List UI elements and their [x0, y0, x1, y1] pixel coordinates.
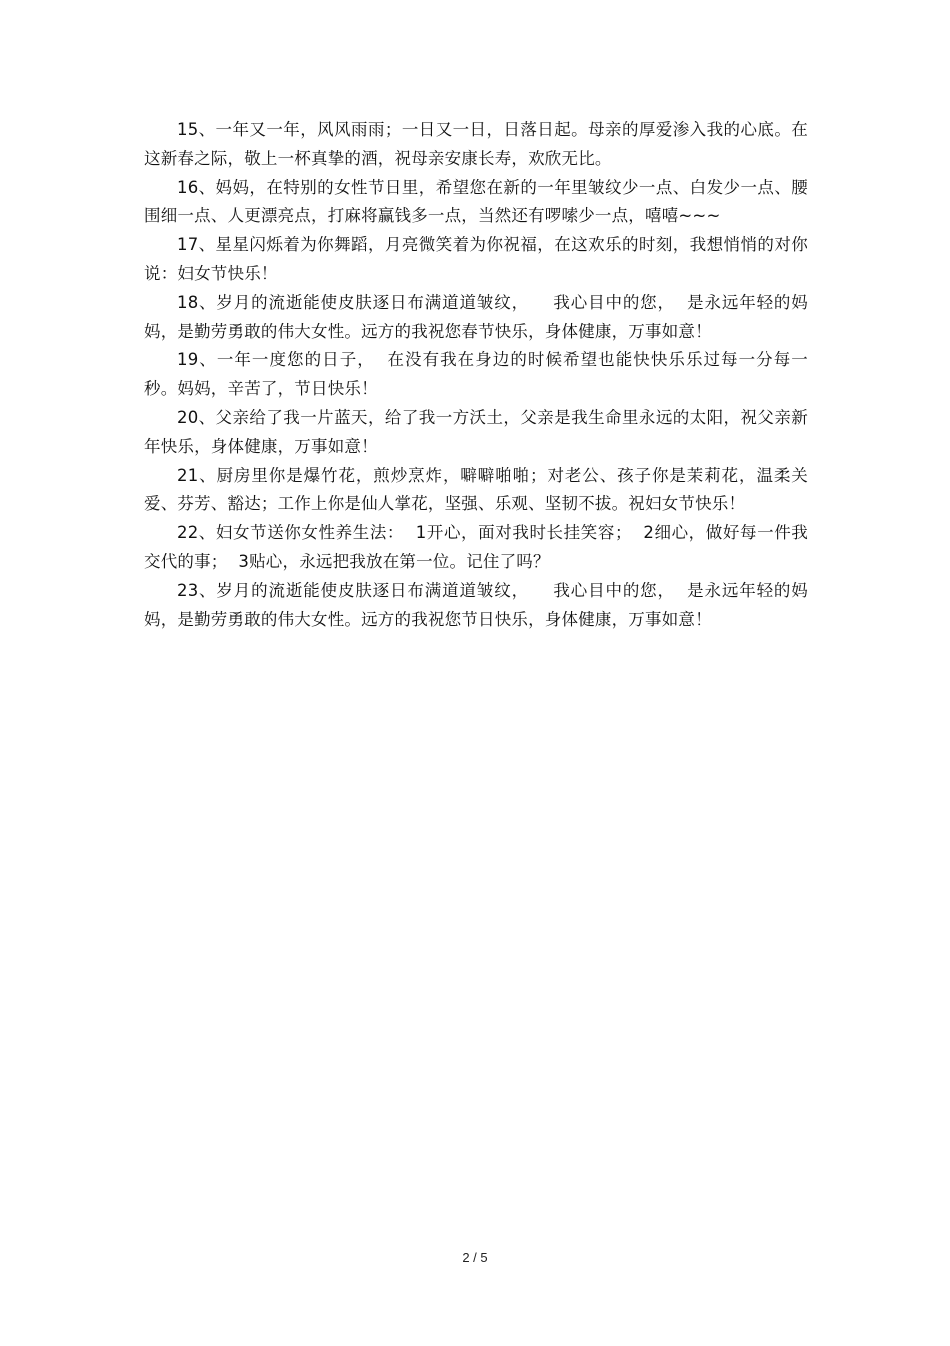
paragraph-15: 15、一年又一年，风风雨雨；一日又一日，日落日起。母亲的厚爱渗入我的心底。在这新春之际，敬上一杯真挚的酒，祝母亲安康长寿，欢欣无比。 — [144, 120, 808, 168]
paragraph-23: 23、岁月的流逝能使皮肤逐日布满道道皱纹， 我心目中的您， 是永远年轻的妈妈，是勤劳勇敢的伟大女性。远方的我祝您节日快乐，身体健康，万事如意！ — [144, 580, 808, 629]
paragraph-16: 16、妈妈，在特别的女性节日里，希望您在新的一年里皱纹少一点、白发少一点、腰围细一点、人更漂亮点，打麻将赢钱多一点，当然还有啰嗦少一点，嘻嘻~~~ — [144, 177, 808, 226]
paragraph-17: 17、星星闪烁着为你舞蹈，月亮微笑着为你祝福，在这欢乐的时刻，我想悄悄的对你说：妇女节快乐！ — [144, 235, 808, 283]
paragraph-18: 18、岁月的流逝能使皮肤逐日布满道道皱纹， 我心目中的您， 是永远年轻的妈妈，是勤劳勇敢的伟大女性。远方的我祝您春节快乐，身体健康，万事如意！ — [144, 292, 808, 341]
paragraph-19: 19、一年一度您的日子， 在没有我在身边的时候希望也能快快乐乐过每一分每一秒。妈妈，辛苦了，节日快乐！ — [144, 350, 808, 399]
paragraph-21: 21、厨房里你是爆竹花，煎炒烹炸，噼噼啪啪；对老公、孩子你是茉莉花，温柔关爱、芬芳、豁达；工作上你是仙人掌花，坚强、乐观、坚韧不拔。祝妇女节快乐！ — [144, 465, 808, 514]
page-number: 2 / 5 — [462, 1250, 488, 1265]
document-body — [144, 116, 808, 634]
paragraph-20: 20、父亲给了我一片蓝天，给了我一方沃土，父亲是我生命里永远的太阳，祝父亲新年快乐，身体健康，万事如意！ — [144, 407, 808, 456]
paragraph-22: 22、妇女节送你女性养生法： 1开心，面对我时长挂笑容； 2细心，做好每一件我交代的事； 3贴心，永远把我放在第一位。记住了吗？ — [144, 523, 808, 571]
